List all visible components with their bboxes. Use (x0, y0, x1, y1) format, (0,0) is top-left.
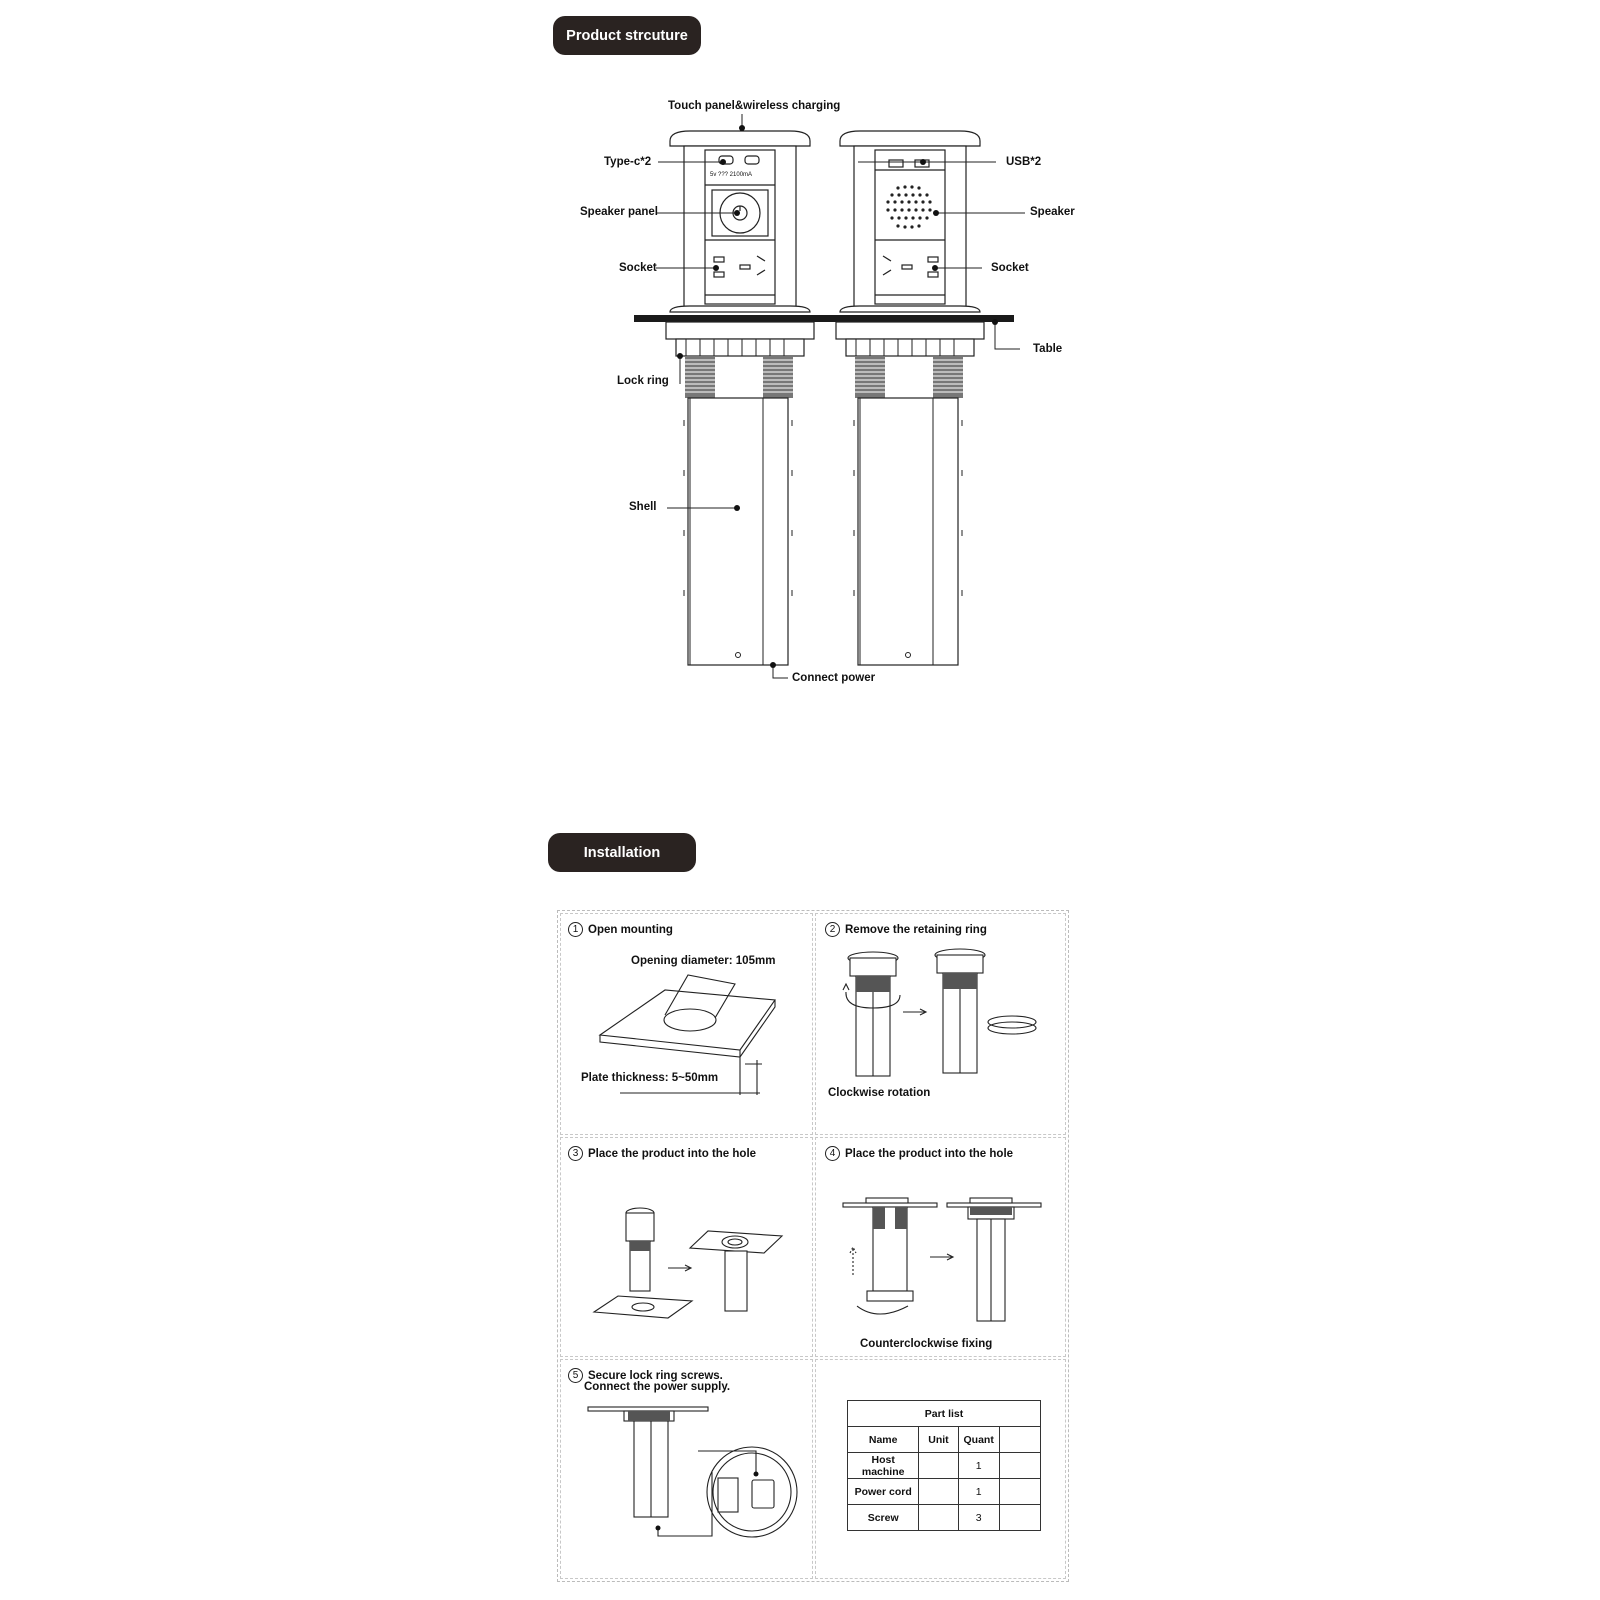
opening-diameter-note: Opening diameter: 105mm (631, 955, 776, 967)
label-socket-left: Socket (619, 262, 657, 274)
label-socket-right: Socket (991, 262, 1029, 274)
part-list-table (847, 1400, 1041, 1531)
part-list-title: Part list (848, 1401, 1041, 1427)
plate-thickness-note: Plate thickness: 5~50mm (581, 1072, 719, 1084)
step-number: 5 (568, 1368, 583, 1383)
label-table: Table (1033, 343, 1063, 355)
step-5-subtitle: Connect the power supply. (584, 1381, 731, 1393)
header-unit: Unit (919, 1427, 958, 1453)
label-connect-power: Connect power (792, 672, 876, 684)
header-name: Name (848, 1427, 919, 1453)
step-number: 2 (825, 922, 840, 937)
label-lock-ring: Lock ring (617, 375, 669, 387)
label-typec: Type-c*2 (604, 156, 652, 168)
header-empty (999, 1427, 1040, 1453)
step-number: 1 (568, 922, 583, 937)
product-structure-heading: Product strcuture (553, 16, 701, 55)
step-2-title: 2 Remove the retaining ring (825, 922, 987, 937)
label-touch-panel: Touch panel&wireless charging (668, 100, 841, 112)
table-row: Host machine 1 (848, 1453, 1041, 1479)
step-number: 4 (825, 1146, 840, 1161)
label-speaker: Speaker (1030, 206, 1075, 218)
table-row: Power cord 1 (848, 1479, 1041, 1505)
table-row: Screw 3 (848, 1505, 1041, 1531)
step-1-title: 1 Open mounting (568, 922, 673, 937)
counterclockwise-fixing-note: Counterclockwise fixing (860, 1338, 993, 1350)
clockwise-rotation-note: Clockwise rotation (828, 1087, 931, 1099)
label-speaker-panel: Speaker panel (580, 206, 658, 218)
step-3-title: 3 Place the product into the hole (568, 1146, 756, 1161)
label-port-spec: 5v ??? 2100mA (710, 172, 753, 178)
installation-heading: Installation (548, 833, 696, 872)
label-shell: Shell (629, 501, 657, 513)
step-number: 3 (568, 1146, 583, 1161)
step-5-title: 5 Secure lock ring screws. (568, 1368, 723, 1383)
label-usb: USB*2 (1006, 156, 1042, 168)
step-4-title: 4 Place the product into the hole (825, 1146, 1013, 1161)
header-quant: Quant (958, 1427, 999, 1453)
